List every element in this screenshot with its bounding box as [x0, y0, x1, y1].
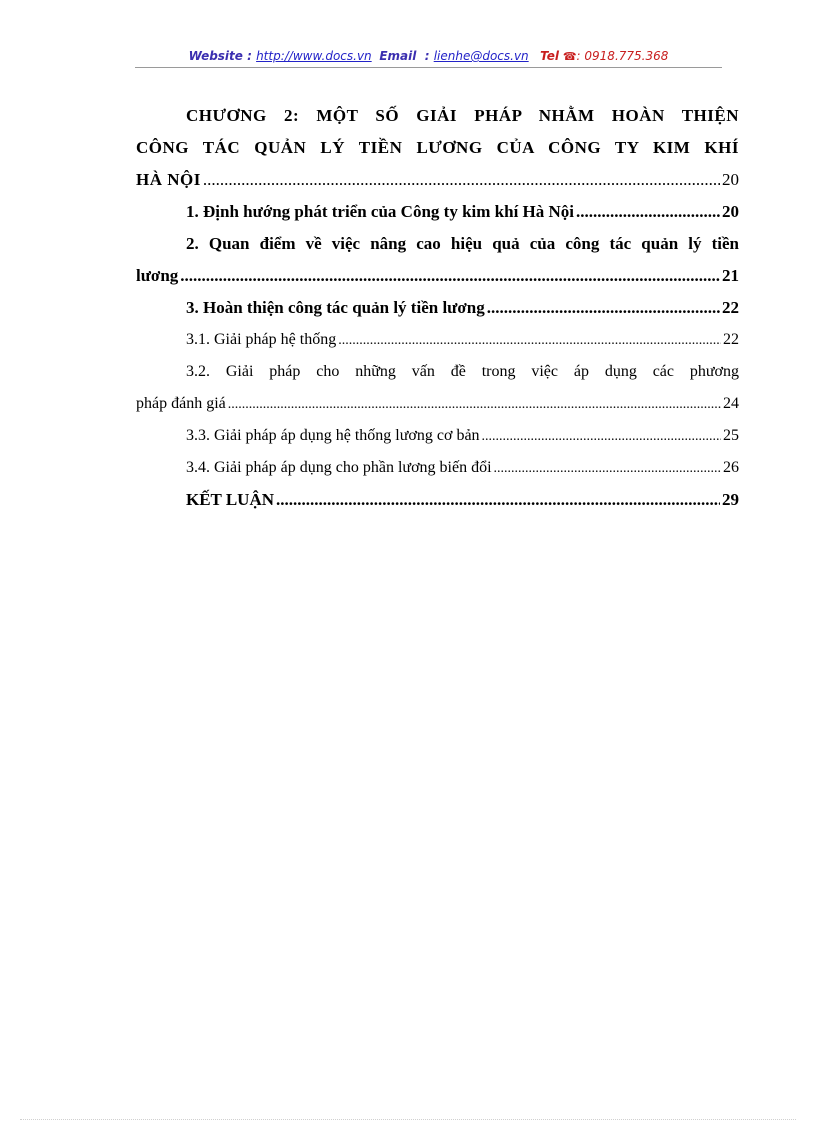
- toc-entry[interactable]: [136, 452, 739, 484]
- page-header: Website : http://www.docs.vn Email : lienhe@docs.vn Tel ☎: 0918.775.368: [135, 47, 722, 68]
- chapter-title-line-2: CÔNG TÁC QUẢN LÝ TIỀN LƯƠNG CỦA CÔNG TY KIM KHÍ: [136, 138, 739, 157]
- page-number: 24: [723, 395, 739, 412]
- page-number: 25: [723, 427, 739, 444]
- toc-entry-text: 1. Định hướng phát triển của Công ty kim khí Hà Nội: [186, 202, 575, 221]
- page-number: 29: [722, 490, 739, 509]
- tel-label: Tel: [540, 49, 560, 63]
- email-link[interactable]: lienhe@docs.vn: [433, 49, 529, 63]
- toc-entry-text: 3. Hoàn thiện công tác quản lý tiền lương: [186, 298, 485, 317]
- leader-dots: [576, 196, 720, 228]
- toc-entry[interactable]: [136, 196, 739, 228]
- page-number: 20: [722, 202, 739, 221]
- page-number: 21: [722, 266, 739, 285]
- toc-entry-text-line-2: lương: [136, 266, 179, 285]
- page-number: 22: [722, 298, 739, 317]
- website-link[interactable]: http://www.docs.vn: [256, 49, 372, 63]
- toc-entry-text-line-2: pháp đánh giá: [136, 395, 226, 412]
- leader-dots: [482, 420, 721, 453]
- leader-dots: [338, 324, 721, 357]
- toc-entry-text: 3.3. Giải pháp áp dụng hệ thống lương cơ bản: [186, 427, 480, 444]
- page-bottom-divider: [20, 1119, 796, 1120]
- page-number: 26: [723, 459, 739, 476]
- leader-dots: [180, 260, 720, 292]
- toc-entry[interactable]: [136, 420, 739, 452]
- leader-dots: [494, 452, 721, 485]
- leader-dots: [228, 388, 721, 421]
- toc-entry[interactable]: [136, 484, 739, 516]
- toc-entry[interactable]: [136, 260, 739, 292]
- phone-icon: ☎: [562, 50, 577, 63]
- leader-dots: [276, 484, 720, 516]
- toc-chapter-2[interactable]: [136, 100, 739, 164]
- toc-entry-text: KẾT LUẬN: [186, 490, 275, 509]
- chapter-title-line-1: CHƯƠNG 2: MỘT SỐ GIẢI PHÁP NHẰM HOÀN THIỆN: [186, 106, 739, 125]
- toc-entry-text-line-1[interactable]: 3.2. Giải pháp cho những vấn đề trong việc áp dụng các phương: [186, 363, 739, 380]
- tel-value: : 0918.775.368: [576, 49, 669, 63]
- toc-entry[interactable]: [136, 292, 739, 324]
- toc-entry-text: 3.4. Giải pháp áp dụng cho phần lương biến đổi: [186, 459, 492, 476]
- email-label: Email: [379, 49, 417, 63]
- table-of-contents: [136, 100, 739, 516]
- toc-entry[interactable]: [136, 388, 739, 420]
- leader-dots: [487, 292, 720, 324]
- toc-entry-text-line-1[interactable]: 2. Quan điểm về việc nâng cao hiệu quả của công tác quản lý tiền: [186, 234, 739, 253]
- page-number: 20: [722, 170, 739, 189]
- chapter-title-line-3: HÀ NỘI: [136, 170, 201, 189]
- website-label: Website: [188, 49, 243, 63]
- toc-entry[interactable]: [136, 324, 739, 356]
- leader-dots: [203, 164, 720, 196]
- toc-entry-text: 3.1. Giải pháp hệ thống: [186, 331, 337, 348]
- toc-entry[interactable]: [136, 164, 739, 196]
- page-number: 22: [723, 331, 739, 348]
